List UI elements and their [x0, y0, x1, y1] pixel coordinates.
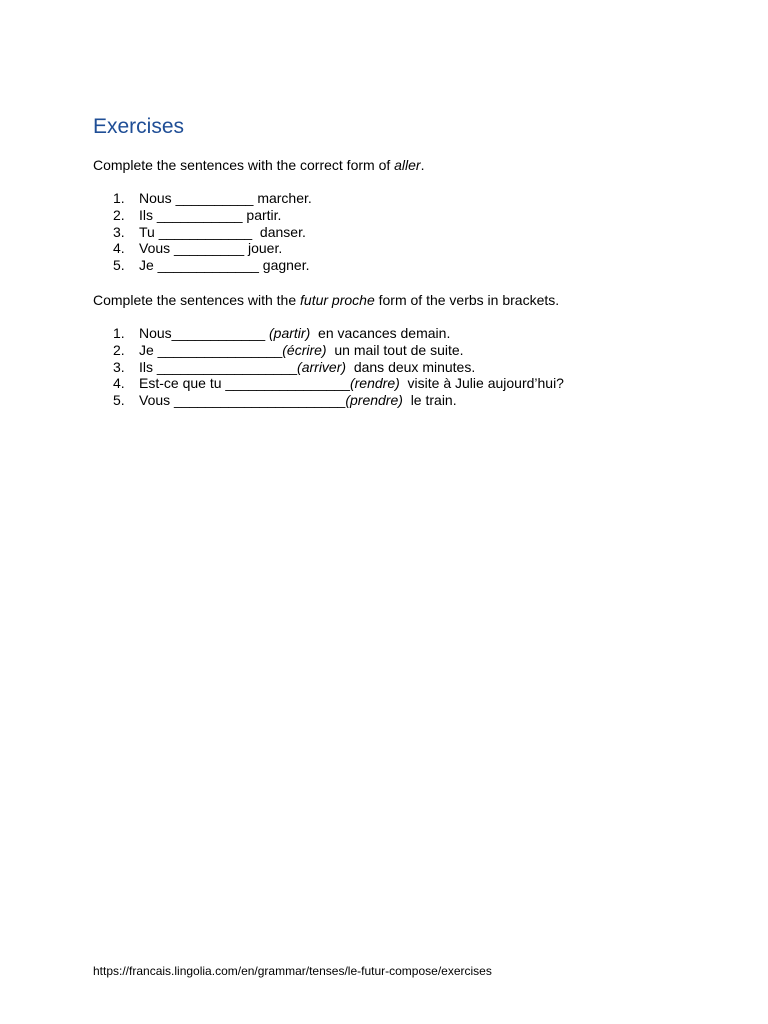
- item-text: Nous __________ marcher.: [139, 190, 312, 206]
- list-item: [113, 359, 564, 376]
- list-item: [113, 257, 312, 274]
- item-number: 2.: [113, 206, 125, 223]
- item-text: Vous _________ jouer.: [139, 240, 283, 257]
- instruction-suffix: .: [420, 157, 425, 173]
- list-item: [113, 207, 312, 224]
- item-lead: Ils __________________: [139, 358, 298, 375]
- item-tail: un mail tout de suite.: [326, 341, 464, 358]
- item-verb: (partir): [269, 325, 311, 341]
- list-item: [113, 342, 564, 359]
- instruction-text: Complete the sentences with the correct form of: [93, 157, 395, 173]
- item-number: 3.: [113, 358, 125, 375]
- item-number: 5.: [113, 257, 125, 274]
- item-number: 3.: [113, 223, 125, 240]
- item-text: Je _____________ gagner.: [139, 257, 310, 274]
- instruction-suffix: form of the verbs in brackets.: [374, 292, 560, 308]
- instruction-emphasis: futur proche: [300, 292, 375, 308]
- item-lead: Est-ce que tu ________________: [139, 375, 350, 392]
- item-verb: (prendre): [345, 392, 403, 409]
- item-verb: (rendre): [349, 375, 400, 392]
- list-item: [113, 375, 564, 392]
- item-lead: Vous ______________________: [139, 392, 346, 409]
- item-tail: dans deux minutes.: [346, 358, 476, 375]
- item-number: 4.: [113, 240, 125, 257]
- instruction-aller: [93, 157, 425, 174]
- list-item: [113, 190, 312, 207]
- item-tail: en vacances demain.: [310, 325, 451, 341]
- list-item: [113, 224, 312, 241]
- exercise-list-aller: [113, 190, 312, 274]
- item-number: 2.: [113, 341, 125, 358]
- item-tail: visite à Julie aujourd’hui?: [399, 375, 564, 392]
- item-number: 1.: [113, 325, 125, 341]
- item-number: 5.: [113, 392, 125, 409]
- list-item: [113, 392, 564, 409]
- list-item: [113, 325, 564, 342]
- list-item: [113, 240, 312, 257]
- exercise-list-futur-proche: [113, 325, 564, 409]
- item-text: Ils ___________ partir.: [139, 206, 282, 223]
- footer-url: https://francais.lingolia.com/en/grammar/tenses/le-futur-compose/exercises: [93, 964, 492, 978]
- instruction-text: Complete the sentences with the: [93, 292, 301, 308]
- item-verb: (écrire): [282, 341, 327, 358]
- page-title: Exercises: [93, 115, 185, 138]
- item-lead: Nous____________: [139, 325, 270, 341]
- item-number: 4.: [113, 375, 125, 392]
- instruction-emphasis: aller: [394, 157, 421, 173]
- instruction-futur-proche: [93, 292, 559, 309]
- item-tail: le train.: [402, 392, 457, 409]
- item-verb: (arriver): [297, 358, 347, 375]
- item-number: 1.: [113, 190, 125, 206]
- item-text: Tu ____________ danser.: [139, 223, 306, 240]
- item-lead: Je ________________: [139, 341, 283, 358]
